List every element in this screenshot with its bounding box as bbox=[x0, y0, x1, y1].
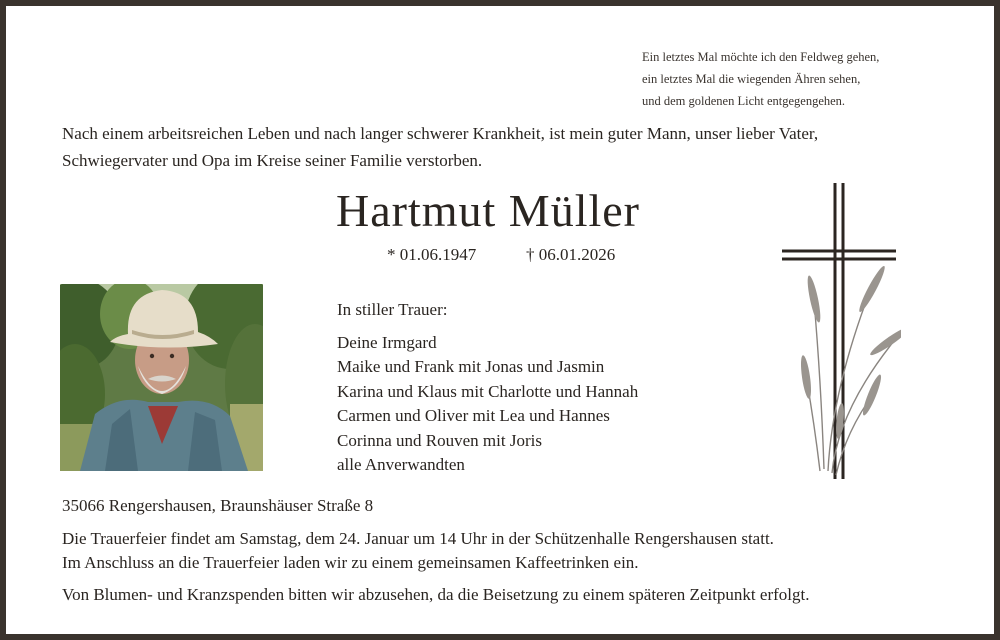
mourners-list bbox=[337, 298, 737, 478]
mourner-name: alle Anverwandten bbox=[337, 455, 465, 474]
cross-with-wheat-icon bbox=[776, 181, 901, 493]
intro-line: Nach einem arbeitsreichen Leben und nach langer schwerer Krankheit, ist mein guter Mann, unser lieber Vater, bbox=[62, 124, 819, 143]
poem-line: Ein letztes Mal möchte ich den Feldweg gehen, bbox=[642, 50, 880, 64]
mourner-name: Corinna und Rouven mit Joris bbox=[337, 430, 542, 450]
mourner-name: Karina und Klaus mit Charlotte und Hannah bbox=[337, 381, 639, 401]
flowers-note: Von Blumen- und Kranzspenden bitten wir abzusehen, da die Beisetzung zu einem späteren Zeitpunkt erfolgt. bbox=[62, 585, 810, 604]
portrait-photo bbox=[60, 284, 263, 471]
funeral-info-line: Im Anschluss an die Trauerfeier laden wir zu einem gemeinsamen Kaffeetrinken ein. bbox=[62, 553, 639, 572]
funeral-info-line: Die Trauerfeier findet am Samstag, dem 24. Januar um 14 Uhr in der Schützenhalle Rengershausen statt. bbox=[62, 529, 774, 548]
poem-line: ein letztes Mal die wiegenden Ähren sehen, bbox=[642, 72, 861, 86]
mourner-name: Carmen und Oliver mit Lea und Hannes bbox=[337, 406, 610, 425]
address: 35066 Rengershausen, Braunshäuser Straße 8 bbox=[62, 496, 374, 515]
death-date: † 06.01.2026 bbox=[526, 245, 616, 264]
intro-line: Schwiegervater und Opa im Kreise seiner Familie verstorben. bbox=[62, 151, 483, 170]
poem-line: und dem goldenen Licht entgegengehen. bbox=[642, 94, 846, 108]
deceased-name: Hartmut Müller bbox=[336, 185, 640, 236]
mourners-heading: In stiller Trauer: bbox=[337, 300, 448, 319]
birth-date: * 01.06.1947 bbox=[387, 245, 477, 264]
mourner-name: Maike und Frank mit Jonas und Jasmin bbox=[337, 357, 605, 376]
mourner-name: Deine Irmgard bbox=[337, 332, 437, 352]
poem bbox=[642, 46, 972, 112]
intro-text bbox=[62, 120, 962, 174]
